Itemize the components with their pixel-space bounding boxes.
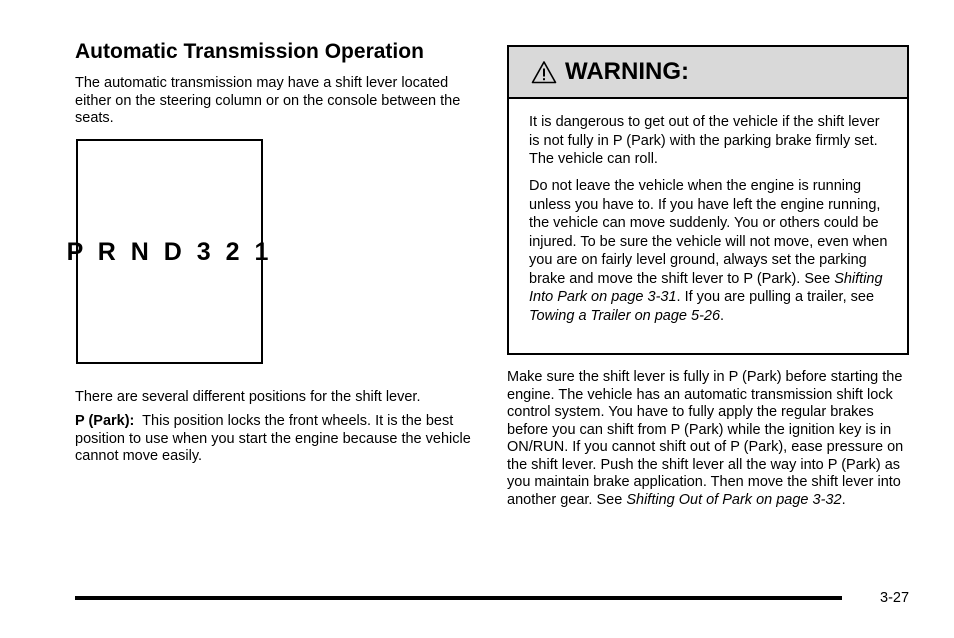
warning-title: WARNING: bbox=[565, 58, 689, 85]
warning-para2-end: . bbox=[720, 307, 725, 324]
gear-indicator-figure bbox=[66, 139, 273, 364]
park-text: This position locks the front wheels. It is the best position to use when you start the engine because the vehicle cannot move easily. bbox=[75, 413, 471, 464]
gear-indicator-label: P R N D 3 2 1 bbox=[66, 238, 273, 266]
positions-paragraph: There are several different positions for the shift lever. bbox=[75, 389, 421, 405]
warning-paragraph-1: It is dangerous to get out of the vehicle if the shift lever is not fully in P (Park) with the parking brake firmly set. The vehicle can roll. bbox=[529, 114, 880, 167]
page-number: 3-27 bbox=[880, 590, 910, 606]
section-heading: Automatic Transmission Operation bbox=[75, 40, 424, 63]
intro-paragraph: The automatic transmission may have a shift lever located either on the steering column or on the console between the seats. bbox=[75, 75, 461, 126]
warning-para2-mid: . If you are pulling a trailer, see bbox=[676, 289, 875, 305]
warning-paragraph-2 bbox=[529, 177, 891, 325]
park-label: P (Park): bbox=[75, 413, 135, 429]
warning-triangle-icon bbox=[531, 60, 557, 84]
footer-rule bbox=[75, 596, 842, 600]
shift-lock-end: . bbox=[841, 491, 846, 508]
shifting-out-of-park-reference: Shifting Out of Park on page 3-32 bbox=[626, 491, 842, 508]
towing-trailer-reference: Towing a Trailer on page 5-26 bbox=[529, 307, 721, 324]
warning-para2-text: Do not leave the vehicle when the engine is running unless you have to. If you have left the engine running, the vehicle can move suddenly. You or others could be injured. To be sure the vehicle will not move, even when you are on fairly level ground, always set the parking brake and move the shift lever to P (Park). See bbox=[529, 178, 888, 287]
shift-lock-paragraph bbox=[507, 369, 907, 509]
shift-lock-text: Make sure the shift lever is fully in P (Park) before starting the engine. The vehicle has an automatic transmission shift lock control system. You have to fully apply the regular brakes before you can shift from P (Park) while the ignition key is in ON/RUN. If you cannot shift out of P (Park), ease pressure on the shift lever. Push the shift lever all the way into P (Park) as you maintain brake application. Then move the shift lever into another gear. See bbox=[507, 369, 904, 508]
park-paragraph bbox=[75, 413, 475, 466]
shifting-into-park-reference: Shifting Into Park on page 3-31 bbox=[529, 270, 883, 305]
warning-box bbox=[507, 45, 909, 355]
warning-header bbox=[509, 47, 907, 99]
